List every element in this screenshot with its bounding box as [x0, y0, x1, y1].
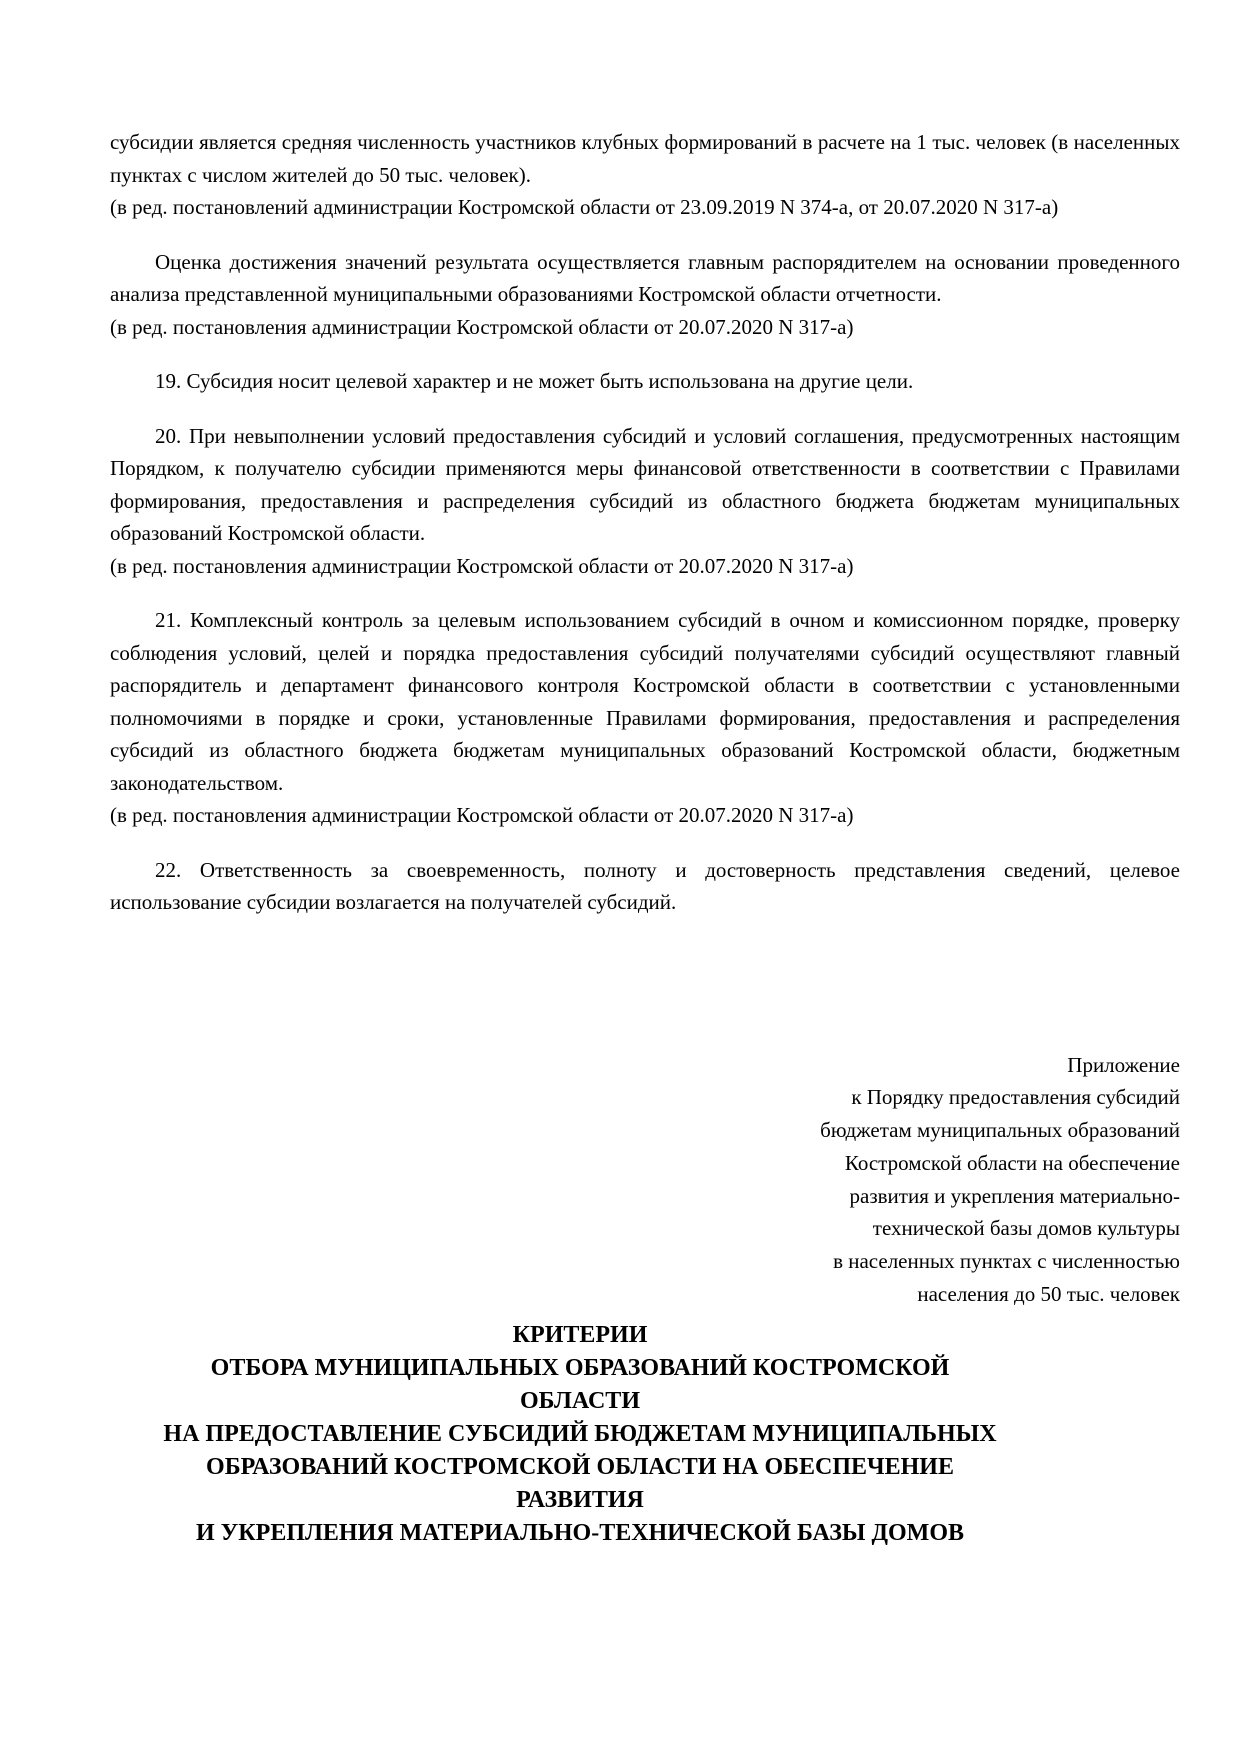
appendix-line: Приложение — [1067, 1052, 1180, 1077]
appendix-line: в населенных пунктах с численностью — [833, 1249, 1180, 1274]
amendment-note: (в ред. постановления администрации Костромской области от 20.07.2020 N 317-а) — [110, 553, 854, 578]
amendment-note: (в ред. постановления администрации Костромской области от 20.07.2020 N 317-а) — [110, 803, 854, 827]
title-line: НА ПРЕДОСТАВЛЕНИЕ СУБСИДИЙ БЮДЖЕТАМ МУНИЦИПАЛЬНЫХ — [163, 1420, 997, 1447]
appendix-line: бюджетам муниципальных образований — [820, 1118, 1180, 1143]
title-line: И УКРЕПЛЕНИЯ МАТЕРИАЛЬНО-ТЕХНИЧЕСКОЙ БАЗЫ ДОМОВ — [195, 1519, 964, 1546]
appendix-line: населения до 50 тыс. человек — [917, 1282, 1180, 1307]
paragraph-19: 19. Субсидия носит целевой характер и не может быть использована на другие цели. — [155, 369, 914, 393]
paragraph: субсидии является средняя численность участников клубных формирований в расчете на 1 тыс. человек (в населенных пунктах с числом жителей до 50 тыс. человек). — [110, 130, 1180, 187]
amendment-note: (в ред. постановления администрации Костромской области от 20.07.2020 N 317-а) — [110, 314, 854, 339]
title-line: ОБЛАСТИ — [520, 1387, 640, 1414]
title-line: ОТБОРА МУНИЦИПАЛЬНЫХ ОБРАЗОВАНИЙ КОСТРОМСКОЙ — [210, 1354, 950, 1381]
appendix-line: технической базы домов культуры — [872, 1216, 1180, 1241]
paragraph-20: 20. При невыполнении условий предоставления субсидий и условий соглашения, предусмотренных настоящим Порядком, к получателю субсидии применяются меры финансовой ответственности в соответствии с Правилами формирования, предоставления и распределения субсидий из областного бюджета бюджетам муниципальных образований Костромской области. — [110, 423, 1180, 545]
amendment-note: (в ред. постановлений администрации Костромской области от 23.09.2019 N 374-а, от 20.07.2020 N 317-а) — [110, 195, 1059, 219]
paragraph-21: 21. Комплексный контроль за целевым использованием субсидий в очном и комиссионном порядке, проверку соблюдения условий, целей и порядка предоставления субсидий получателями субсидий осуществляют главный распорядитель и департамент финансового контроля Костромской области в соответствии с установленными полномочиями в порядке и сроки, установленные Правилами формирования, предоставления и распределения субсидий из областного бюджета бюджетам муниципальных образований Костромской области, бюджетным законодательством. — [110, 608, 1180, 795]
title-line: КРИТЕРИИ — [512, 1321, 648, 1348]
title-line: ОБРАЗОВАНИЙ КОСТРОМСКОЙ ОБЛАСТИ НА ОБЕСПЕЧЕНИЕ — [206, 1453, 954, 1480]
paragraph: Оценка достижения значений результата осуществляется главным распорядителем на основании проведенного анализа представленной муниципальными образованиями Костромской области отчетности. — [110, 249, 1180, 306]
document-title — [110, 1319, 1050, 1550]
appendix-line: к Порядку предоставления субсидий — [851, 1085, 1180, 1110]
appendix-line: Костромской области на обеспечение — [844, 1150, 1180, 1175]
appendix-reference — [110, 1049, 1180, 1311]
paragraph-22: 22. Ответственность за своевременность, полноту и достоверность представления сведений, целевое использование субсидии возлагается на получателей субсидий. — [110, 857, 1180, 914]
appendix-line: развития и укрепления материально- — [849, 1183, 1180, 1208]
title-line: РАЗВИТИЯ — [516, 1486, 644, 1513]
